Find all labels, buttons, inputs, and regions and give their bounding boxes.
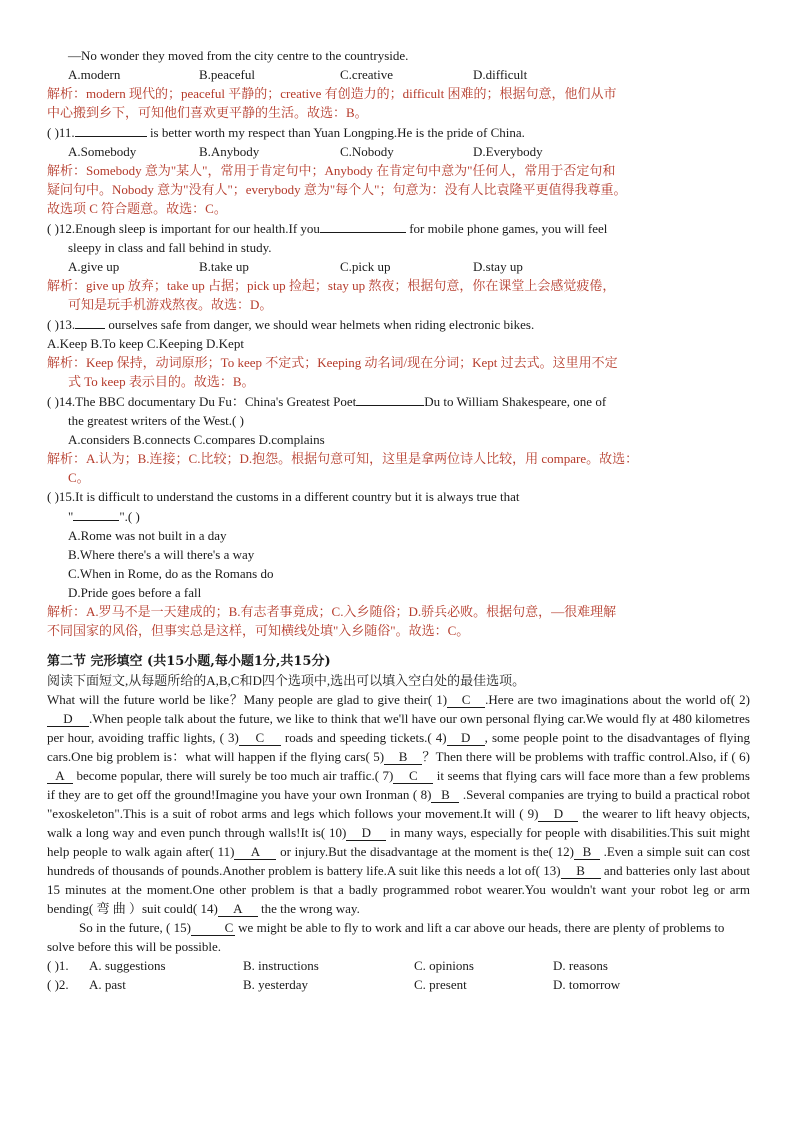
section-instruction: 阅读下面短文,从每题所给的A,B,C和D四个选项中,选出可以填入空白处的最佳选项。 <box>47 673 526 688</box>
q15-analysis-line-1: 解析：A.罗马不是一天建成的；B.有志者事竟成；C.入乡随俗；D.骄兵必败。根据句意，—很难理解 <box>47 604 617 619</box>
q12-option-d[interactable]: D.stay up <box>473 259 523 274</box>
cloze-answer-12[interactable]: B <box>574 844 600 860</box>
q15-option-b[interactable]: B.Where there's a will there's a way <box>68 547 255 562</box>
cloze-answer-13[interactable]: B <box>561 863 601 879</box>
cloze-answer-7[interactable]: C <box>393 768 433 784</box>
cloze-answer-8[interactable]: B <box>431 787 459 803</box>
cloze-text: ？Then there will be problems with traffic control.Also, if ( 6) <box>422 749 750 764</box>
cloze-text: we might be able to fly to work and lift a car above our heads, there are plenty of problems to solve before this will be possible. <box>47 920 725 954</box>
q10-analysis-line-1: 解析：modern 现代的；peaceful 平静的；creative 有创造力的；difficult 困难的；根据句意，他们从市 <box>47 86 617 101</box>
q13-analysis-line-1: 解析：Keep 保持，动词原形；To keep 不定式；Keeping 动名词/现在分词；Kept 过去式。这里用不定 <box>47 355 618 370</box>
q12-stem-line-2: sleepy in class and fall behind in study. <box>68 240 272 255</box>
q13-stem <box>47 314 750 334</box>
cloze-q2-option-c[interactable]: C. present <box>414 977 467 992</box>
cloze-paragraph-2 <box>47 918 750 956</box>
q14-options[interactable]: A.considers B.connects C.compares D.complains <box>68 432 325 447</box>
q10-option-a[interactable]: A.modern <box>68 67 121 82</box>
q11-option-c[interactable]: C.Nobody <box>340 144 394 159</box>
q14-blank[interactable] <box>356 391 424 406</box>
q14-analysis-line-1: 解析：A.认为；B.连接；C.比较；D.抱怨。根据句意可知，这里是拿两位诗人比较，用 compare。故选： <box>47 451 639 466</box>
cloze-paragraph-1 <box>47 690 750 918</box>
cloze-text: the wearer to lift heavy objects, walk a long way and even punch through walls!It is( 10) <box>47 806 750 840</box>
q12-option-c[interactable]: C.pick up <box>340 259 391 274</box>
cloze-q1-option-c[interactable]: C. opinions <box>414 958 474 973</box>
cloze-text: or injury.But the disadvantage at the moment is the( 12) <box>276 844 574 859</box>
section-title: 第二节 完形填空 (共15小题,每小题1分,共15分) <box>47 654 331 669</box>
q10-options <box>47 65 750 84</box>
q12-stem-line-1 <box>47 218 750 238</box>
q13-blank[interactable] <box>75 314 105 329</box>
cloze-answer-14[interactable]: A <box>218 901 258 917</box>
cloze-q2-option-d[interactable]: D. tomorrow <box>553 977 621 992</box>
q13-analysis-line-2: 式 To keep 表示目的。故选：B。 <box>68 374 255 389</box>
q11-stem-text: is better worth my respect than Yuan Longping.He is the pride of China. <box>146 125 525 140</box>
cloze-answer-11[interactable]: A <box>234 844 276 860</box>
cloze-question-2 <box>47 975 750 994</box>
cloze-q1-number: ( )1. <box>47 958 69 973</box>
q12-analysis-line-2: 可知是玩手机游戏熬夜。故选：D。 <box>68 297 273 312</box>
q11-options <box>47 142 750 161</box>
q10-option-b[interactable]: B.peaceful <box>199 67 255 82</box>
q14-stem-line-2: the greatest writers of the West.( ) <box>68 413 244 428</box>
q12-blank[interactable] <box>320 218 406 233</box>
cloze-answer-2[interactable]: D <box>47 711 89 727</box>
q14-stem-a: ( )14.The BBC documentary Du Fu：China's Greatest Poet <box>47 394 357 409</box>
cloze-text: in many ways, especially for people with disabilities.This suit might help people to walk again after( 11) <box>47 825 751 859</box>
q11-analysis-line-3: 故选项 C 符合题意。故选：C。 <box>47 201 227 216</box>
q15-option-c[interactable]: C.When in Rome, do as the Romans do <box>68 566 274 581</box>
q10-analysis-line-2: 中心搬到乡下，可知他们喜欢更平静的生活。故选：B。 <box>47 105 368 120</box>
cloze-q1-option-d[interactable]: D. reasons <box>553 958 608 973</box>
cloze-answer-6[interactable]: A <box>47 768 73 784</box>
q15-analysis-line-2: 不同国家的风俗，但事实总是这样，可知横线处填"入乡随俗"。故选：C。 <box>47 623 470 638</box>
cloze-text: the the wrong way. <box>257 901 360 916</box>
cloze-text: So in the future, ( 15) <box>79 920 191 935</box>
q10-option-d[interactable]: D.difficult <box>473 67 528 82</box>
q10-option-c[interactable]: C.creative <box>340 67 394 82</box>
cloze-text: What will the future world be like？Many people are glad to give their( 1) <box>47 692 448 707</box>
cloze-text: .Here are two imaginations about the world of( 2) <box>485 692 750 707</box>
cloze-q2-option-a[interactable]: A. past <box>89 977 126 992</box>
q13-options[interactable]: A.Keep B.To keep C.Keeping D.Kept <box>47 336 244 351</box>
q15-option-a[interactable]: A.Rome was not built in a day <box>68 528 227 543</box>
q11-option-b[interactable]: B.Anybody <box>199 144 260 159</box>
q12-option-a[interactable]: A.give up <box>68 259 120 274</box>
q12-option-b[interactable]: B.take up <box>199 259 249 274</box>
q14-stem-line-1 <box>47 391 750 411</box>
q12-analysis-line-1: 解析：give up 放弃；take up 占据；pick up 捡起；stay up 熬夜；根据句意，你在课堂上会感觉疲倦， <box>47 278 616 293</box>
cloze-text: become popular, there will surely be too much air traffic.( 7) <box>73 768 394 783</box>
cloze-answer-5[interactable]: B <box>384 749 422 765</box>
q12-stem-a: ( )12.Enough sleep is important for our health.If you <box>47 221 320 236</box>
cloze-text: roads and speeding tickets.( 4) <box>280 730 447 745</box>
q11-blank[interactable] <box>75 122 147 137</box>
cloze-text: .When people talk about the future, we like to think that we'll have our own personal flying car.We would fly at 480 kilometres per hour, avoiding traffic lights, ( 3) <box>47 711 750 745</box>
cloze-q2-option-b[interactable]: B. yesterday <box>243 977 308 992</box>
q13-number: ( )13. <box>47 317 76 332</box>
q11-option-d[interactable]: D.Everybody <box>473 144 543 159</box>
cloze-q2-number: ( )2. <box>47 977 69 992</box>
cloze-text: , some people point to the disadvantages of flying cars.One big problem is：what will happen if the flying cars( 5) <box>47 730 750 764</box>
q13-stem-text: ourselves safe from danger, we should wear helmets when riding electronic bikes. <box>105 317 535 332</box>
cloze-answer-15[interactable]: C <box>191 920 235 936</box>
cloze-passage <box>47 690 750 956</box>
cloze-text: .Even a simple suit can cost hundreds of thousands of pounds.Another problem is battery life.A suit like this needs a lot of( 13) <box>47 844 750 878</box>
cloze-text: and batteries only last about 15 minutes at the moment.One other problem is that a badly programmed robot wearer.You wouldn't want your robot leg or arm bending( 弯 曲 ）suit could( 14) <box>47 863 750 916</box>
q15-blank[interactable] <box>73 506 119 521</box>
q15-quote-close: ".( ) <box>119 509 140 524</box>
q11-analysis-line-1: 解析：Somebody 意为"某人"，常用于肯定句中；Anybody 在肯定句中意为"任何人，常用于否定句和 <box>47 163 616 178</box>
cloze-q1-option-a[interactable]: A. suggestions <box>89 958 166 973</box>
q10-stem: —No wonder they moved from the city centre to the countryside. <box>68 48 409 63</box>
q11-option-a[interactable]: A.Somebody <box>68 144 137 159</box>
cloze-answer-1[interactable]: C <box>447 692 485 708</box>
cloze-answer-10[interactable]: D <box>346 825 386 841</box>
q15-stem-line-1: ( )15.It is difficult to understand the customs in a different country but it is always true that <box>47 489 520 504</box>
cloze-answer-3[interactable]: C <box>239 730 281 746</box>
q11-analysis-line-2: 疑问句中。Nobody 意为"没有人"；everybody 意为"每个人"；句意为：没有人比袁隆平更值得我尊重。 <box>47 182 627 197</box>
cloze-text: it seems that flying cars will face more than a few problems if they are to get off the ground!Imagine you have your own Ironman ( 8) <box>47 768 750 802</box>
cloze-text: .Several companies are trying to build a practical robot "exoskeleton".This is a suit of robot arms and legs which follows your movement.It will ( 9) <box>47 787 750 821</box>
cloze-question-1 <box>47 956 750 975</box>
q14-stem-b: Du to William Shakespeare, one of <box>424 394 607 409</box>
q15-quote-open: " <box>68 509 74 524</box>
cloze-q1-option-b[interactable]: B. instructions <box>243 958 319 973</box>
cloze-answer-4[interactable]: D <box>447 730 485 746</box>
q11-number: ( )11. <box>47 125 75 140</box>
cloze-answer-9[interactable]: D <box>538 806 578 822</box>
q15-option-d[interactable]: D.Pride goes before a fall <box>68 585 202 600</box>
q11-stem <box>47 122 750 142</box>
q14-analysis-line-2: C。 <box>68 470 90 485</box>
q12-stem-b: for mobile phone games, you will feel <box>405 221 608 236</box>
q12-options <box>47 257 750 276</box>
q15-stem-line-2 <box>47 506 750 526</box>
